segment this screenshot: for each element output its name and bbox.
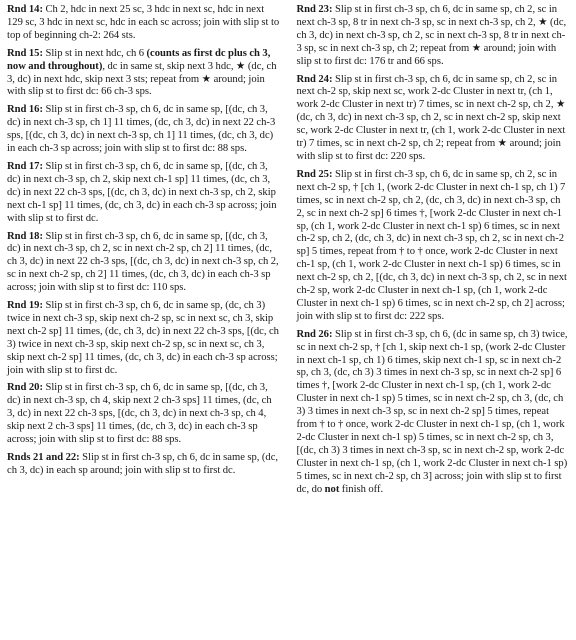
right-column — [297, 4, 571, 640]
round-label: Rnd 16: — [7, 104, 44, 116]
round-25 — [297, 169, 571, 324]
round-text: Slip st in first ch-3 sp, ch 6, dc in same sp, [(dc, ch 3, dc) in next ch-3 sp, ch 2, skip next ch-1 sp] 11 times, (dc, ch 3, dc) in next 22 ch-3 sps, [(dc, ch 3, dc) in next ch-3 sp, ch 2, skip next ch-1 sp] 11 times, (dc, ch 3, dc) in each ch-3 sp across; join with slip st to first dc. — [7, 160, 277, 224]
round-text-continued: finish off. — [339, 483, 384, 495]
round-label: Rnd 25: — [296, 168, 333, 180]
round-text: Slip st in first ch-3 sp, ch 6, dc in same sp, ch 2, sc in next ch-2 sp, † [ch 1, (work 2-dc Cluster in next ch-1 sp, ch 1) 7 times, sc in next ch-2 sp, ch 2, (dc, ch 3, dc) in next ch-3 sp, ch 2, sc in next ch-2 sp] 6 times †, [work 2-dc Cluster in next ch-1 sp, (ch 1, work 2-dc Cluster in next ch-1 sp) 6 times, sc in next ch-2 sp, ch 2, (dc, ch 3, dc) in next ch-3 sp, ch 2, sc in next ch-2 sp] 5 times, repeat from † to † once, work 2-dc Cluster in next ch-1 sp, (ch 1, work 2-dc Cluster in next ch-1 sp) 6 times, sc in next ch-2 sp, ch 2, [(dc, ch 3, dc) in next ch-3 sp, ch 2, sc in next ch-2 sp, work 2-dc Cluster in next ch-1 sp, (ch 1, work 2-dc Cluster in next ch-1 sp) 6 times, sc in next ch-2 sp, ch 2] across; join with slip st to first dc: 222 sps. — [296, 168, 567, 322]
round-text: Slip st in first ch-3 sp, ch 6, dc in same sp, (dc, ch 3) twice in next ch-3 sp, skip next ch-2 sp, sc in next sc, ch 3, skip next ch-2 sp] 11 times, (dc, ch 3, dc) in next 22 ch-3 sps, [(dc, ch 3) twice in next ch-3 sp, skip next ch-2 sp, sc in next sc, ch 3, skip next ch-2 sp] 11 times, (dc, ch 3, dc) in each ch-3 sp across; join with slip st to first dc. — [7, 300, 279, 376]
round-20 — [7, 382, 281, 447]
round-18 — [7, 231, 281, 296]
round-text: Ch 2, hdc in next 25 sc, 3 hdc in next sc, hdc in next 129 sc, 3 hdc in next sc, hdc in each sc across; join with slip st to top of beginning ch-2: 264 sts. — [7, 4, 280, 41]
round-text: Slip st in first ch-3 sp, ch 6, dc in same sp, ch 2, sc in next ch-2 sp, skip next sc, work 2-dc Cluster in next tr, (ch 1, work 2-dc Cluster in next tr) 7 times, sc in next ch-2 sp, ch 2, ★ (dc, ch 3, dc) in next ch-3 sp, ch 2, sc in next ch-2 sp, skip next sc, work 2-dc Cluster in next tr, (ch 1, work 2-dc Cluster in next tr) 7 times, sc in next ch-2 sp, ch 2; repeat from ★ around; join with slip st to first dc: 220 sps. — [296, 73, 566, 162]
round-text: Slip st in next hdc, ch 6 — [45, 47, 147, 59]
round-text: Slip st in first ch-3 sp, ch 6, dc in same sp, [(dc, ch 3, dc) in next ch-3 sp, ch 4, skip next 2 ch-3 sps] 11 times, (dc, ch 3, dc) in next 22 ch-3 sps, [(dc, ch 3, dc) in next ch-3 sp, ch 4, skip next 2 ch-3 sps] 11 times, (dc, ch 3, dc) in each ch-3 sp across; join with slip st to first dc: 88 sps. — [7, 382, 272, 446]
round-15 — [7, 48, 281, 100]
round-bold-note: (counts as first dc plus ch 3, now and throughout) — [7, 47, 271, 72]
round-label: Rnd 26: — [296, 328, 333, 340]
round-text: Slip st in first ch-3 sp, ch 6, dc in same sp, [(dc, ch 3, dc) in next ch-3 sp, ch 1] 11 times, (dc, ch 3, dc) in next 22 ch-3 sps, [(dc, ch 3, dc) in next ch-3 sp, ch 1] 11 times, (dc, ch 3, dc) in each ch-3 sp across; join with slip st to first dc: 88 sps. — [7, 104, 276, 155]
round-label: Rnd 23: — [296, 4, 333, 15]
left-column — [7, 4, 281, 640]
round-label: Rnd 17: — [7, 160, 44, 172]
round-text-continued: , dc in same st, skip next 3 hdc, ★ (dc, ch 3, dc) in next hdc, skip next 3 sts; repeat from ★ around; join with slip st to first dc: 66 ch-3 sps. — [7, 60, 277, 98]
round-23 — [297, 4, 571, 69]
round-16 — [7, 104, 281, 156]
round-label: Rnd 24: — [296, 73, 333, 85]
round-label: Rnd 20: — [7, 382, 44, 394]
round-text: Slip st in first ch-3 sp, ch 6, dc in same sp, [(dc, ch 3, dc) in next ch-3 sp, ch 2, sc in next ch-2 sp, ch 2] 11 times, (dc, ch 3, dc) in next 22 ch-3 sps, [(dc, ch 3, dc) in next ch-3 sp, ch 2, sc in next ch-2 sp, ch 2] 11 times, (dc, ch 3, dc) in each ch-3 sp across; join with slip st to first dc: 110 sps. — [7, 230, 279, 294]
round-text: Slip st in first ch-3 sp, ch 6, dc in same sp, (dc, ch 3, dc) in each sp around; join with slip st to first dc. — [7, 452, 279, 476]
round-bold-note: not — [324, 483, 340, 495]
round-19 — [7, 300, 281, 377]
round-17 — [7, 161, 281, 226]
round-text: Slip st in first ch-3 sp, ch 6, (dc in same sp, ch 3) twice, sc in next ch-2 sp, † [ch 1, skip next ch-1 sp, (work 2-dc Cluster in next ch-1 sp, ch 1) 6 times, skip next ch-1 sp, sc in next ch-2 sp, ch 3, (dc, ch 3) 3 times in next ch-3 sp, sc in next ch-2 sp] 6 times †, [work 2-dc Cluster in next ch-1 sp, (ch 1, work 2-dc Cluster in next ch-1 sp) 5 times, sc in next ch-2 sp, ch 3, (dc, ch 3) 3 times in next ch-3 sp, sc in next ch-2 sp] 5 times, repeat from † to † once, work 2-dc Cluster in next ch-1 sp, (ch 1, work 2-dc Cluster in next ch-1 sp) 5 times, sc in next ch-2 sp, ch 3, [(dc, ch 3) 3 times in next ch-3 sp, sc in next ch-2 sp, work 2-dc Cluster in next ch-1 sp, (ch 1, work 2-dc Cluster in next ch-1 sp) 5 times, sc in next ch-2 sp, ch 3] across; join with slip st to first dc, do — [296, 328, 568, 495]
round-24 — [297, 74, 571, 164]
round-label: Rnd 15: — [7, 47, 44, 59]
round-label: Rnd 14: — [7, 4, 44, 15]
round-label: Rnd 19: — [7, 300, 44, 312]
round-label: Rnds 21 and 22: — [7, 452, 80, 463]
round-14 — [7, 4, 281, 43]
round-label: Rnd 18: — [7, 230, 44, 242]
round-text: Slip st in first ch-3 sp, ch 6, dc in same sp, ch 2, sc in next ch-3 sp, 8 tr in next ch-3 sp, sc in next ch-3 sp, ch 2, ★ (dc, ch 3, dc) in next ch-3 sp, ch 2, sc in next ch-3 sp, 8 tr in next ch-3 sp, sc in next ch-3 sp, ch 2; repeat from ★ around; join with slip st to first dc: 176 tr and 66 sps. — [296, 4, 567, 67]
round-26 — [297, 329, 571, 497]
rounds-21-22 — [7, 452, 281, 478]
